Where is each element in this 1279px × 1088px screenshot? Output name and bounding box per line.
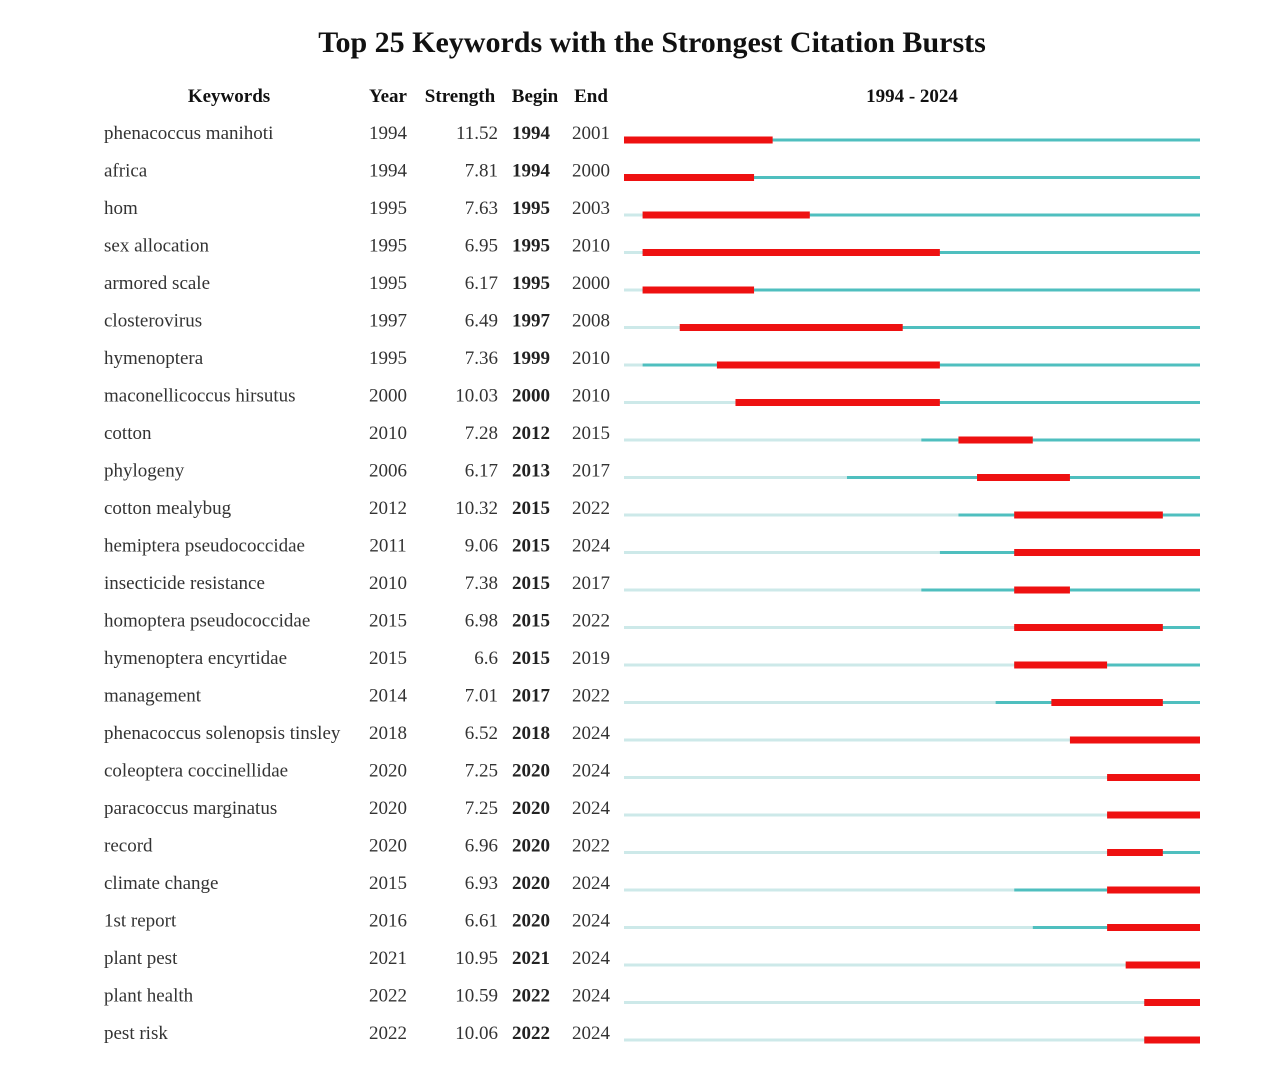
end-cell: 2024 [572,910,610,932]
strength-cell: 7.81 [464,160,498,182]
year-cell: 2015 [369,873,407,894]
header-strength: Strength [424,86,496,107]
year-cell: 2022 [369,1023,407,1044]
end-cell: 2024 [572,760,610,782]
year-cell: 2016 [369,910,407,932]
table-row [104,536,1200,557]
strength-cell: 9.06 [464,535,498,557]
keyword-cell: 1st report [104,910,177,932]
end-cell: 2010 [572,348,610,369]
end-cell: 2019 [572,648,610,669]
year-cell: 1995 [369,235,407,257]
begin-cell: 2000 [512,385,550,407]
keyword-cell: record [104,835,153,857]
end-cell: 2022 [572,610,610,632]
year-cell: 2010 [369,573,407,594]
year-cell: 2010 [369,423,407,444]
table-row [104,986,1200,1007]
end-cell: 2024 [572,723,610,744]
end-cell: 2008 [572,310,610,332]
strength-cell: 6.95 [464,235,498,257]
strength-cell: 6.17 [464,273,498,294]
end-cell: 2022 [572,498,610,519]
end-cell: 2024 [572,535,610,557]
begin-cell: 1994 [512,123,550,144]
end-cell: 2003 [572,198,610,219]
header-begin: Begin [511,86,559,107]
strength-cell: 6.6 [474,648,498,669]
begin-cell: 2022 [512,1023,550,1044]
end-cell: 2024 [572,985,610,1007]
keyword-cell: closterovirus [104,310,203,332]
year-cell: 2020 [369,835,407,857]
strength-cell: 6.52 [464,723,498,744]
keyword-cell: maconellicoccus hirsutus [104,385,296,407]
table-row [104,348,1200,369]
table-row [104,836,1200,857]
keyword-cell: cotton mealybug [104,498,232,519]
year-cell: 2021 [369,948,407,969]
begin-cell: 2013 [512,460,550,482]
end-cell: 2017 [572,460,610,482]
strength-cell: 7.38 [464,573,498,594]
strength-cell: 6.61 [464,910,498,932]
table-row [104,123,1200,144]
keyword-cell: plant pest [104,948,178,969]
begin-cell: 2015 [512,498,550,519]
table-row [104,723,1200,744]
header-year: Year [369,86,407,107]
end-cell: 2024 [572,798,610,819]
table-row [104,236,1200,257]
table-row [104,386,1200,407]
begin-cell: 2021 [512,948,550,969]
end-cell: 2000 [572,160,610,182]
end-cell: 2024 [572,873,610,894]
keyword-cell: africa [104,160,148,182]
end-cell: 2015 [572,423,610,444]
strength-cell: 6.49 [464,310,498,332]
strength-cell: 6.98 [464,610,498,632]
keyword-cell: hymenoptera [104,348,204,369]
strength-cell: 7.63 [464,198,498,219]
strength-cell: 10.06 [455,1023,498,1044]
begin-cell: 1999 [512,348,550,369]
year-cell: 1995 [369,348,407,369]
begin-cell: 2012 [512,423,550,444]
year-cell: 2018 [369,723,407,744]
year-cell: 1995 [369,198,407,219]
year-cell: 2015 [369,648,407,669]
strength-cell: 10.32 [455,498,498,519]
table-row [104,273,1200,294]
begin-cell: 2020 [512,760,550,782]
keyword-cell: cotton [104,423,152,444]
table-row [104,161,1200,182]
table-row [104,648,1200,669]
keyword-cell: hymenoptera encyrtidae [104,648,288,669]
table-header [188,86,959,107]
end-cell: 2024 [572,948,610,969]
year-cell: 2006 [369,460,407,482]
keyword-cell: armored scale [104,273,211,294]
begin-cell: 2020 [512,873,550,894]
begin-cell: 1997 [512,310,550,332]
strength-cell: 6.96 [464,835,498,857]
strength-cell: 10.95 [455,948,498,969]
begin-cell: 2017 [512,685,550,707]
keyword-cell: homoptera pseudococcidae [104,610,311,632]
table-row [104,573,1200,594]
keyword-cell: phylogeny [104,460,185,482]
begin-cell: 2018 [512,723,550,744]
table-row [104,948,1200,969]
table-row [104,311,1200,332]
keyword-cell: paracoccus marginatus [104,798,278,819]
strength-cell: 7.28 [464,423,498,444]
table-row [104,461,1200,482]
keyword-cell: hemiptera pseudococcidae [104,535,305,557]
table-row [104,686,1200,707]
year-cell: 2022 [369,985,407,1007]
header-keywords: Keywords [187,86,271,107]
begin-cell: 1995 [512,235,550,257]
table-row [104,498,1200,519]
end-cell: 2010 [572,235,610,257]
table-row [104,911,1200,932]
header-end: End [574,86,608,107]
year-cell: 2020 [369,798,407,819]
strength-cell: 6.17 [464,460,498,482]
year-cell: 1995 [369,273,407,294]
header-timeline-range: 1994 - 2024 [866,86,958,107]
begin-cell: 1995 [512,273,550,294]
table-row [104,873,1200,894]
keyword-cell: management [104,685,202,707]
table-row [104,423,1200,444]
keyword-cell: coleoptera coccinellidae [104,760,289,782]
begin-cell: 2015 [512,573,550,594]
strength-cell: 7.25 [464,760,498,782]
end-cell: 2000 [572,273,610,294]
year-cell: 1997 [369,310,407,332]
chart-title: Top 25 Keywords with the Strongest Citation Bursts [318,26,986,59]
begin-cell: 2022 [512,985,550,1007]
end-cell: 2022 [572,835,610,857]
begin-cell: 2020 [512,835,550,857]
keyword-cell: climate change [104,873,219,894]
year-cell: 2000 [369,385,407,407]
strength-cell: 6.93 [464,873,498,894]
table-row [104,798,1200,819]
year-cell: 1994 [369,123,407,144]
begin-cell: 2020 [512,798,550,819]
strength-cell: 7.01 [464,685,498,707]
strength-cell: 10.03 [455,385,498,407]
keyword-cell: phenacoccus solenopsis tinsley [104,723,341,744]
keyword-cell: hom [104,198,138,219]
keyword-cell: sex allocation [104,235,209,257]
begin-cell: 2015 [512,648,550,669]
year-cell: 2015 [369,610,407,632]
year-cell: 2014 [369,685,407,707]
end-cell: 2017 [572,573,610,594]
table-row [104,1023,1200,1044]
burst-rows [104,123,1200,1044]
table-row [104,611,1200,632]
begin-cell: 2015 [512,535,550,557]
end-cell: 2024 [572,1023,610,1044]
year-cell: 2020 [369,760,407,782]
year-cell: 2011 [369,535,407,557]
strength-cell: 10.59 [455,985,498,1007]
begin-cell: 2020 [512,910,550,932]
table-row [104,198,1200,219]
begin-cell: 1995 [512,198,550,219]
begin-cell: 2015 [512,610,550,632]
keyword-cell: pest risk [104,1023,168,1044]
end-cell: 2022 [572,685,610,707]
keyword-cell: phenacoccus manihoti [104,123,274,144]
end-cell: 2001 [572,123,610,144]
strength-cell: 7.25 [464,798,498,819]
year-cell: 2012 [369,498,407,519]
year-cell: 1994 [369,160,407,182]
keyword-cell: insecticide resistance [104,573,265,594]
strength-cell: 7.36 [464,348,498,369]
table-row [104,761,1200,782]
strength-cell: 11.52 [455,123,498,144]
begin-cell: 1994 [512,160,550,182]
end-cell: 2010 [572,385,610,407]
keyword-cell: plant health [104,985,194,1007]
